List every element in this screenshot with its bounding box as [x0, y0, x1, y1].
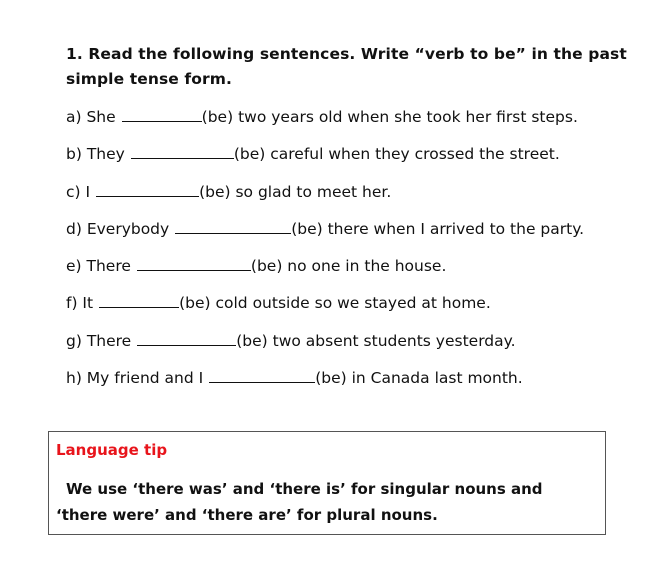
exercise-title: [66, 42, 646, 92]
answer-blank-h[interactable]: [209, 367, 315, 383]
sentence-d: [66, 218, 584, 255]
sentence-h: [66, 367, 584, 404]
sentence-f: [66, 292, 584, 329]
answer-blank-c[interactable]: [96, 181, 199, 197]
sentence-a: [66, 106, 584, 143]
sentence-list: [66, 106, 584, 404]
exercise-title-line-1: 1. Read the following sentences. Write “verb to be” in the past: [66, 45, 627, 63]
sentence-g-prefix: g) There: [66, 331, 132, 350]
sentence-e: [66, 255, 584, 292]
sentence-f-prefix: f) It: [66, 294, 94, 313]
sentence-h-prefix: h) My friend and I: [66, 369, 204, 388]
sentence-d-prefix: d) Everybody: [66, 219, 170, 238]
answer-blank-a[interactable]: [122, 106, 202, 122]
language-tip-box: [48, 431, 606, 535]
sentence-f-suffix: (be) cold outside so we stayed at home.: [179, 294, 491, 313]
sentence-a-suffix: (be) two years old when she took her first steps.: [201, 108, 578, 126]
language-tip-body: [56, 476, 596, 528]
answer-blank-d[interactable]: [175, 218, 291, 234]
sentence-c-prefix: c) I: [66, 182, 91, 201]
sentence-e-suffix: (be) no one in the house.: [250, 257, 447, 276]
sentence-b: [66, 143, 584, 180]
sentence-c: [66, 181, 584, 218]
sentence-h-suffix: (be) in Canada last month.: [315, 369, 523, 388]
answer-blank-f[interactable]: [99, 292, 179, 308]
sentence-g-suffix: (be) two absent students yesterday.: [236, 331, 516, 350]
language-tip-line-1: We use ‘there was’ and ‘there is’ for singular nouns and: [66, 480, 543, 498]
language-tip-line-2: ‘there were’ and ‘there are’ for plural nouns.: [56, 506, 438, 524]
answer-blank-g[interactable]: [137, 330, 236, 346]
answer-blank-e[interactable]: [137, 255, 251, 271]
sentence-g: [66, 330, 584, 367]
sentence-b-prefix: b) They: [66, 145, 125, 164]
sentence-c-suffix: (be) so glad to meet her.: [199, 182, 392, 201]
answer-blank-b[interactable]: [131, 143, 234, 159]
language-tip-heading: Language tip: [56, 441, 168, 459]
exercise-title-line-2: simple tense form.: [66, 70, 232, 88]
sentence-b-suffix: (be) careful when they crossed the street.: [233, 145, 560, 164]
sentence-a-prefix: a) She: [66, 108, 116, 126]
sentence-d-suffix: (be) there when I arrived to the party.: [291, 219, 585, 238]
sentence-e-prefix: e) There: [66, 257, 131, 276]
